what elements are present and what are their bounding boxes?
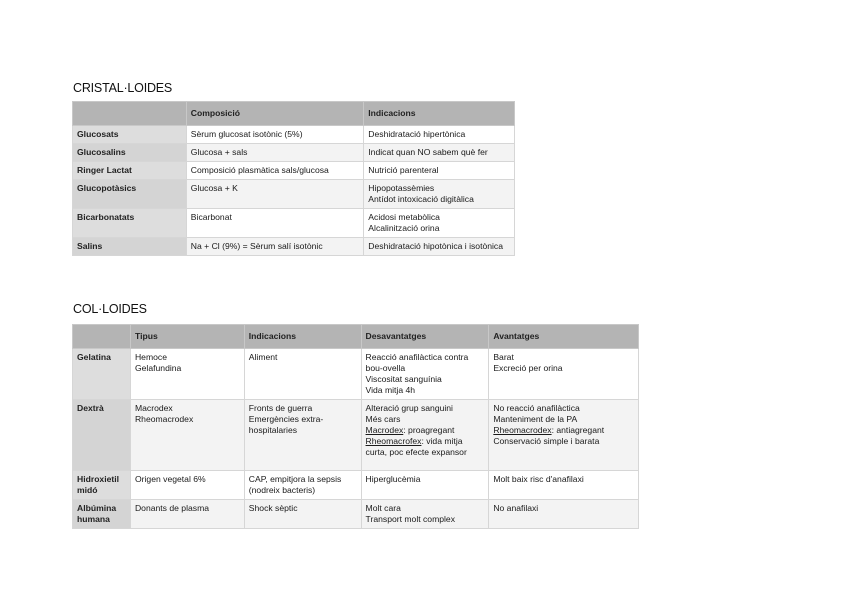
cell-composicio: Sèrum glucosat isotònic (5%) (186, 126, 364, 144)
rheomacrofex-text: : vida mitja curta, poc efecte expansor (365, 436, 467, 457)
rheomacrofex-term: Rheomacrofex (365, 436, 422, 446)
cell-line: Viscositat sanguínia (365, 374, 442, 384)
row-name: Gelatina (73, 349, 131, 400)
row-name: Albúmina humana (73, 500, 131, 529)
cell-line (366, 436, 485, 458)
cell-desavantatges (361, 349, 489, 400)
cell-tipus: Origen vegetal 6% (130, 471, 244, 500)
cristaloides-table (72, 101, 515, 256)
cell-desavantatges (361, 400, 489, 471)
cell-avantatges (489, 349, 639, 400)
cell-line: No reacció anafilàctica (493, 403, 580, 413)
coloides-header-row (73, 325, 639, 349)
cell-line: Excreció per orina (493, 363, 563, 373)
table-row (73, 500, 639, 529)
cell-avantatges: No anafilaxi (489, 500, 639, 529)
cell-line: Molt cara (365, 503, 401, 513)
cell-line: Reacció anafilàctica contra bou-ovella (365, 352, 469, 373)
cell-line (493, 425, 634, 436)
cell-indicacions: Aliment (244, 349, 361, 400)
cell-line: Acidosi metabòlica (368, 212, 440, 222)
coloides-title: COL·LOIDES (73, 302, 147, 316)
cell-composicio: Composició plasmàtica sals/glucosa (186, 162, 364, 180)
cell-indicacions: Fronts de guerra Emergències extra-hospitalaries (244, 400, 361, 471)
row-name: Salins (73, 238, 187, 256)
cell-desavantatges: Hiperglucèmia (361, 471, 489, 500)
header-empty (73, 325, 131, 349)
cell-indicacions (364, 209, 515, 238)
cell-line: Rheomacrodex (134, 414, 194, 424)
cell-line: Vida mitja 4h (365, 385, 416, 395)
header-desavantatges: Desavantatges (361, 325, 489, 349)
table-row (73, 162, 515, 180)
cell-composicio: Na + Cl (9%) = Sèrum salí isotònic (186, 238, 364, 256)
cell-indicacions: Deshidratació hipertònica (364, 126, 515, 144)
cell-composicio: Glucosa + sals (186, 144, 364, 162)
table-row (73, 238, 515, 256)
row-name: Glucopotàsics (73, 180, 187, 209)
coloides-table (72, 324, 639, 529)
row-name: Bicarbonatats (73, 209, 187, 238)
row-name: Hidroxietil midó (73, 471, 131, 500)
macrodex-text: : proagregant (403, 425, 455, 435)
table-row (73, 144, 515, 162)
cell-composicio: Glucosa + K (186, 180, 364, 209)
cell-tipus: Donants de plasma (130, 500, 244, 529)
row-name: Ringer Lactat (73, 162, 187, 180)
cell-line (366, 425, 485, 436)
cell-line: Macrodex (134, 403, 173, 413)
cell-line: Antídot intoxicació digitàlica (368, 194, 474, 204)
cell-line: Gelafundina (134, 363, 182, 373)
cell-line: Alcalinització orina (368, 223, 440, 233)
cell-avantatges: Molt baix risc d'anafilaxi (489, 471, 639, 500)
table-row (73, 400, 639, 471)
row-name: Glucosalins (73, 144, 187, 162)
cell-indicacions: Nutrició parenteral (364, 162, 515, 180)
table-row (73, 126, 515, 144)
cell-line: Transport molt complex (365, 514, 456, 524)
cell-tipus (130, 400, 244, 471)
cell-line: Hipopotassèmies (368, 183, 435, 193)
cell-tipus (130, 349, 244, 400)
macrodex-term: Macrodex (365, 425, 404, 435)
row-name: Glucosats (73, 126, 187, 144)
table-row (73, 471, 639, 500)
header-indicacions: Indicacions (364, 102, 515, 126)
cell-composicio: Bicarbonat (186, 209, 364, 238)
header-empty (73, 102, 187, 126)
cell-indicacions: Deshidratació hipotònica i isotònica (364, 238, 515, 256)
cell-line: Barat (493, 352, 514, 362)
table-row (73, 180, 515, 209)
cell-indicacions: Indicat quan NO sabem què fer (364, 144, 515, 162)
header-tipus: Tipus (130, 325, 244, 349)
cell-avantatges (489, 400, 639, 471)
table-row (73, 209, 515, 238)
cell-line: Conservació simple i barata (493, 436, 600, 446)
cristaloides-header-row (73, 102, 515, 126)
rheomacrodex-term: Rheomacrodex (493, 425, 552, 435)
cristaloides-title: CRISTAL·LOIDES (73, 81, 173, 95)
cell-line: Manteniment de la PA (493, 414, 578, 424)
cell-line: Alteració grup sanguini (365, 403, 453, 413)
cell-line: Més cars (365, 414, 401, 424)
table-row (73, 349, 639, 400)
header-composicio: Composició (186, 102, 364, 126)
rheomacrodex-text: : antiagregant (551, 425, 605, 435)
row-name: Dextrà (73, 400, 131, 471)
cell-indicacions: Shock sèptic (244, 500, 361, 529)
cell-indicacions (364, 180, 515, 209)
cell-desavantatges (361, 500, 489, 529)
header-indicacions: Indicacions (244, 325, 361, 349)
cell-line: Hemoce (134, 352, 167, 362)
cell-indicacions: CAP, empitjora la sepsis (nodreix bacteris) (244, 471, 361, 500)
header-avantatges: Avantatges (489, 325, 639, 349)
